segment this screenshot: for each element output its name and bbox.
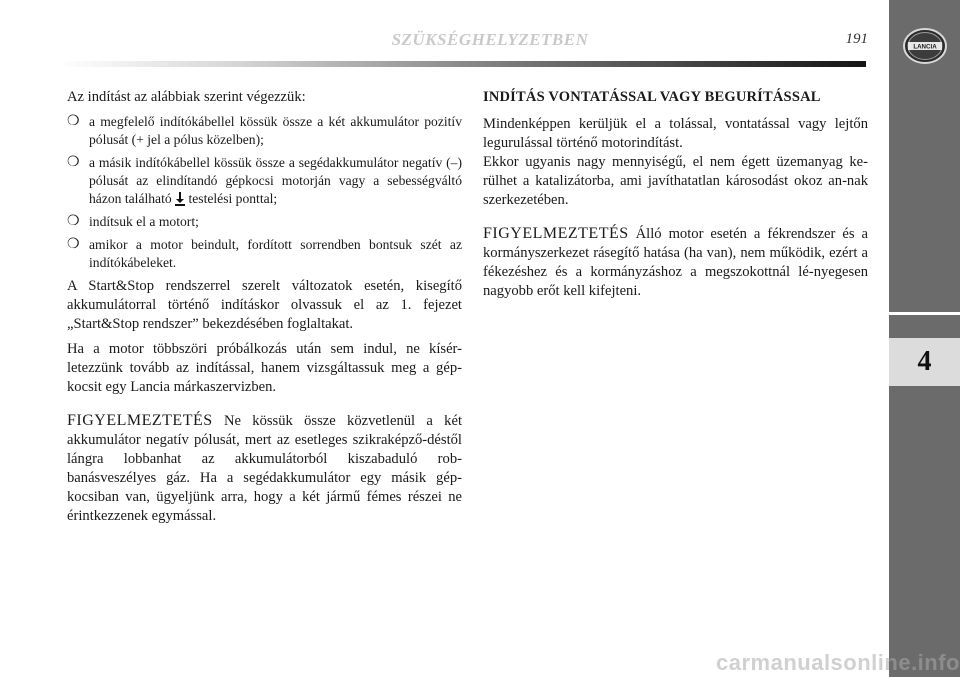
towing-paragraph [483, 115, 868, 210]
list-item-text: amikor a motor beindult, fordított sorrendben bontsuk szét az indítókábeleket. [89, 237, 462, 270]
list-item [67, 113, 462, 149]
intro-text: Az indítást az alábbiak szerint végezzük: [67, 89, 306, 105]
attempts-paragraph: Ha a motor többszöri próbálkozás után sem indul, ne kísér-letezzünk tovább az indítással, hanem vizsgáltassuk meg a gép-kocsit egy Lancia márkaszervizben. [67, 341, 462, 395]
warning-label: FIGYELMEZTETÉS [67, 412, 213, 429]
list-item [67, 213, 462, 231]
right-column [483, 88, 868, 307]
bullet-list [67, 113, 462, 272]
left-column [67, 88, 462, 532]
startstop-paragraph: A Start&Stop rendszerrel szerelt változatok esetén, kisegítő akkumulátorral történő indításkor olvassuk el az 1. fejezet „Start&Stop rendszer” bekezdésében foglaltakat. [67, 278, 462, 332]
page-number: 191 [845, 31, 868, 47]
bullet-circle-icon: ❍ [67, 237, 80, 252]
header-rule [58, 61, 866, 67]
warning-label: FIGYELMEZTETÉS [483, 225, 629, 242]
svg-text:LANCIA: LANCIA [913, 43, 937, 51]
section-title: SZÜKSÉGHELYZETBEN [391, 30, 589, 49]
watermark: carmanualsonline.info [716, 650, 960, 675]
lancia-logo-icon [902, 26, 948, 66]
warning-paragraph [483, 224, 868, 301]
list-item-text: indítsuk el a motort; [89, 214, 199, 229]
list-item-text: a megfelelő indítókábellel kössük össze a két akkumulátor pozitív pólusát (+ jel a pólus közelben); [89, 114, 462, 147]
list-item [67, 154, 462, 208]
bullet-circle-icon: ❍ [67, 214, 80, 229]
chapter-number: 4 [889, 338, 960, 386]
towing-text-line2: Ekkor ugyanis nagy mennyiségű, el nem égett üzemanyag ke-rülhet a katalizátorba, ami javíthatatlan károsodást okoz an-nak szerkezetében. [483, 154, 868, 208]
bullet-circle-icon: ❍ [67, 114, 80, 129]
list-item-text: a másik indítókábellel kössük össze a segédakkumulátor negatív (–) pólusát az elindítandó gépkocsi motorján vagy a sebességváltó házon található [89, 155, 462, 206]
ground-point-icon [175, 192, 185, 206]
list-item [67, 236, 462, 272]
list-item-text-end: testelési ponttal; [185, 191, 278, 206]
bullet-circle-icon: ❍ [67, 155, 80, 170]
warning-text: Ne kössük össze közvetlenül a két akkumulátor negatív pólusát, mert az esetleges szikraképző-déstől lángra lobbanhat az akkumulátorból kiszabaduló rob-banásveszélyes gáz. Ha a segédakkumulátor egy másik gép-kocsiban van, ügyeljünk arra, hogy a két jármű fémes részei ne érintkezzenek egymással. [67, 413, 462, 524]
towing-text-line1: Mindenképpen kerüljük el a tolással, vontatással vagy lejtőn legurulással történő motorindítást. [483, 116, 868, 151]
tab-divider [889, 312, 960, 315]
warning-paragraph [67, 411, 462, 526]
warning-text: Álló motor esetén a fékrendszer és a kormányszerkezet rásegítő hatása (ha van), nem működik, ezért a fékezéshez és a kormányzáshoz a megszokottnál lé-nyegesen nagyobb erőt kell kifejteni. [483, 226, 868, 299]
section-heading: INDÍTÁS VONTATÁSSAL VAGY BEGURÍTÁSSAL [483, 89, 821, 105]
